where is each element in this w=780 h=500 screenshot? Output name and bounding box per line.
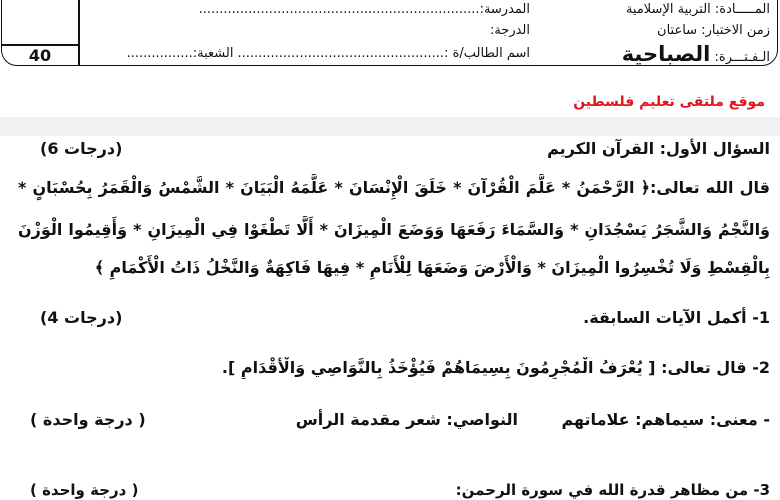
- student-blank: ..................................................: [237, 46, 445, 61]
- verse-line: وَالنَّجْمُ وَالشَّجَرُ يَسْجُدَانِ * وَالسَّمَاءَ رَفَعَهَا وَوَضَعَ الْمِيزَانَ * أَلَّا تَطْغَوْا فِي الْمِيزَانِ * وَأَقِيمُوا الْوَزْنَ: [18, 220, 770, 239]
- subject-row: [570, 2, 770, 18]
- item-3-text: 3- من مظاهر قدرة الله في سورة الرحمن:: [455, 482, 770, 499]
- scan-band: [0, 117, 780, 136]
- site-name-text: موقع ملتقى تعليم فلسطين: [573, 94, 765, 110]
- meaning-text-1: - معنى: سيماهم: علاماتهم: [561, 410, 770, 429]
- item-1-text: 1- أكمل الآيات السابقة.: [583, 308, 770, 327]
- question-marks: (6 درجات): [40, 139, 123, 158]
- subject-label: المـــــادة:: [714, 2, 770, 17]
- meaning-marks: ( درجة واحدة ): [30, 410, 146, 429]
- verse-line: قال الله تعالى:﴿ الرَّحْمَنُ * عَلَّمَ الْقُرْآنَ * خَلَقَ الْإِنْسَانَ * عَلَّمَهُ الْبَيَانَ * الشَّمْسُ وَالْقَمَرُ بِحُسْبَانٍ *: [18, 178, 770, 197]
- duration-label: زمن الاختبار:: [701, 23, 770, 38]
- duration-row: [570, 23, 770, 39]
- verse-line: بِالْقِسْطِ وَلَا تُخْسِرُوا الْمِيزَانَ * وَالْأَرْضَ وَضَعَهَا لِلْأَنَامِ * فِيهَا فَاكِهَةٌ وَالنَّخْلُ ذَاتُ الْأَكْمَامِ ﴾: [94, 258, 770, 277]
- total-score: 40: [28, 46, 52, 65]
- period-label: الـفـتـــرة:: [714, 50, 770, 65]
- period-row: [570, 41, 770, 67]
- student-label: اسم الطالب/ة :: [444, 46, 530, 61]
- section-blank: ................: [126, 46, 193, 61]
- item-3-marks: ( درجة واحدة ): [30, 482, 139, 499]
- school-blank: ....................................................................: [198, 2, 480, 17]
- meaning-text-2: النواصي: شعر مقدمة الرأس: [295, 410, 518, 429]
- item-1-marks: (4 درجات): [40, 308, 123, 327]
- section-label: الشعبة:: [192, 46, 234, 61]
- period-value: الصباحية: [621, 42, 711, 66]
- grade-label: الدرجة:: [489, 23, 530, 38]
- grade-row: [120, 23, 530, 39]
- item-2-text: 2- قال تعالى: [ يُعْرَفُ الْمُجْرِمُونَ بِسِيمَاهُمْ فَيُؤْخَذُ بِالنَّوَاصِي وَالْأَقْدَامِ ].: [221, 358, 770, 377]
- student-row: [120, 46, 530, 62]
- score-box-divider-vertical: [78, 0, 80, 65]
- question-title: السؤال الأول: القرآن الكريم: [547, 139, 770, 158]
- subject-value: التربية الإسلامية: [625, 2, 711, 17]
- duration-value: ساعتان: [657, 23, 698, 38]
- school-label: المدرسة:: [479, 2, 530, 17]
- school-row: [120, 2, 530, 18]
